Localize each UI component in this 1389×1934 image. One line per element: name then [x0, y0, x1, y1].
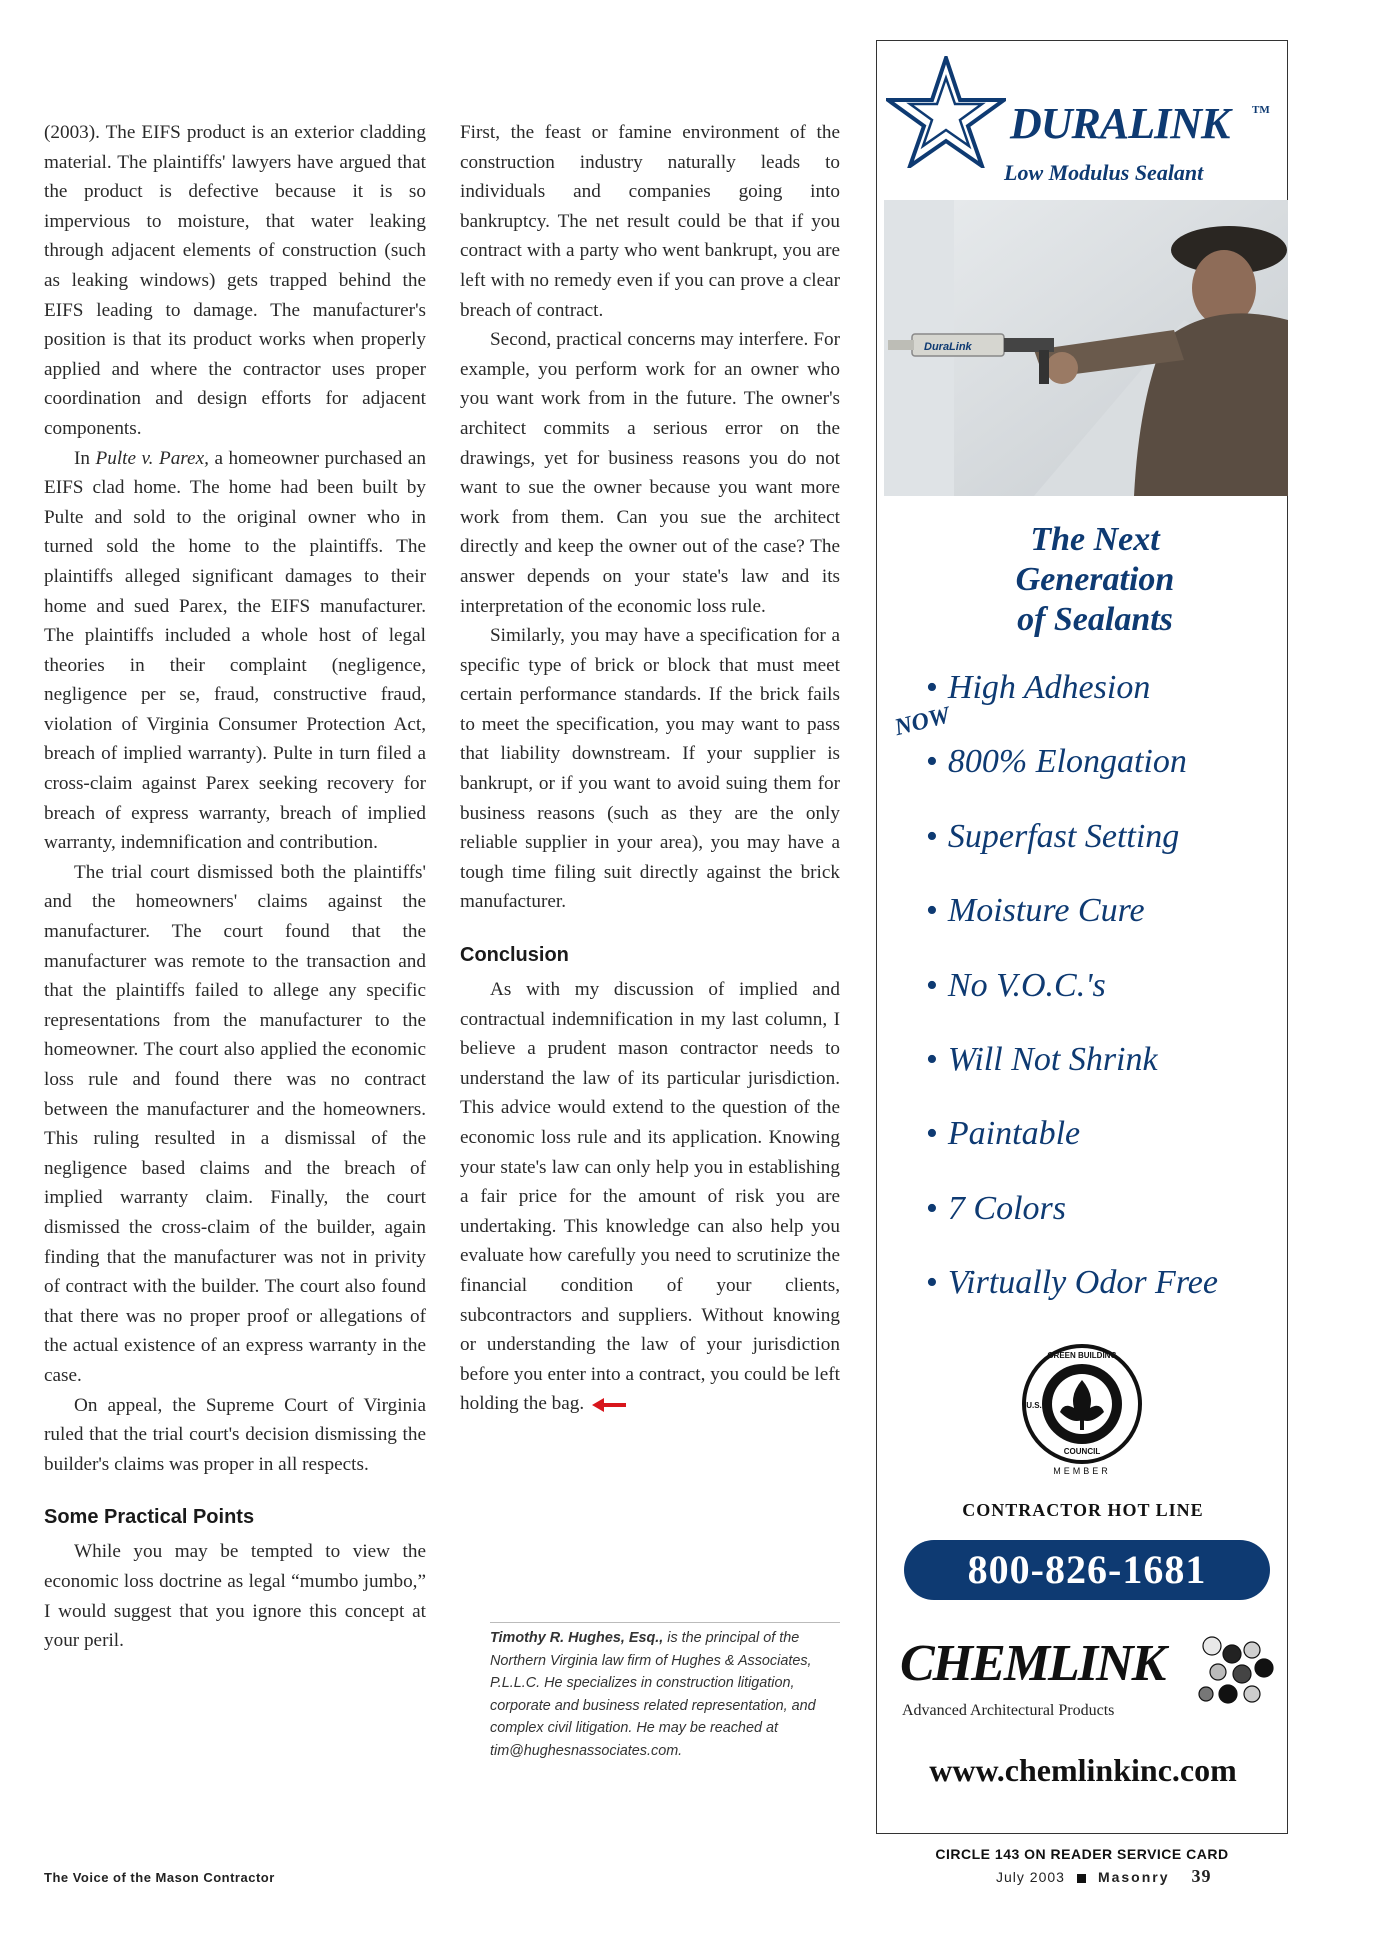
feature-item: • No V.O.C.'s [926, 966, 1106, 1004]
reader-service-note: CIRCLE 143 ON READER SERVICE CARD [935, 1846, 1229, 1862]
section-heading: Some Practical Points [44, 1506, 255, 1529]
article-column-1 [44, 118, 426, 1656]
hotline-phone: 800-826-1681 [904, 1540, 1270, 1600]
feature-item: • 7 Colors [926, 1189, 1066, 1227]
company-logo: CHEMLINK [900, 1635, 1165, 1692]
paragraph: (2003). The EIFS product is an exterior cladding material. The plaintiffs' lawyers have argued that the product is defective because it is so impervious to moisture, that water leaking through adjacent elements of construction (such as leaking windows) gets trapped behind the EIFS leading to damage. The manufacturer's position is that its product works when properly applied and where the contractor uses proper coordination and design efforts for adjacent components. [44, 122, 426, 439]
feature-item: • High Adhesion [926, 669, 1151, 706]
product-photo [884, 200, 1288, 496]
company-subtitle: Advanced Architectural Products [902, 1702, 1115, 1719]
ad-headline-line: The Next [1030, 521, 1160, 558]
feature-item: • 800% Elongation [926, 743, 1187, 781]
footer-folio [996, 1866, 1212, 1887]
paragraph [460, 975, 840, 1419]
svg-text:MEMBER: MEMBER [1053, 1466, 1111, 1476]
paragraph: On appeal, the Supreme Court of Virginia ruled that the trial court's decision dismissing the builder's claims was proper in all respects. [44, 1394, 426, 1475]
end-arrow-icon [592, 1398, 626, 1412]
article-column-2 [460, 118, 840, 1419]
paragraph-body: As with my discussion of implied and contractual indemnification in my last column, I believe a prudent mason contractor needs to understand the law of its particular jurisdiction. This advice would extend to the question of the economic loss rule and its application. Knowing your state's law can only help you in establishing a fair price for the amount of risk you are undertaking. This knowledge can also help you evaluate how carefully you need to scrutinize the financial condition of your clients, subcontractors and suppliers. Without knowing or understanding the law of your jurisdiction before you enter into a contract, you could be left holding the bag. [460, 979, 840, 1415]
ad-tagline: Low Modulus Sealant [1004, 160, 1204, 185]
case-name: Pulte v. Parex, [95, 447, 209, 469]
website-link[interactable]: www.chemlinkinc.com [929, 1752, 1237, 1788]
paragraph: Similarly, you may have a specification for a specific type of brick or block that must meet certain performance standards. If the brick fails to meet the specification, you may want to pass that liability downstream. If your supplier is bankrupt, or if you want to avoid suing them for business reasons (such as they are the only reliable supplier in your area), you may have a tough time filing suit directly against the brick manufacturer. [460, 625, 840, 913]
section-heading: Conclusion [460, 944, 569, 967]
author-bio-text: is the principal of the Northern Virginia law firm of Hughes & Associates, P.L.L.C. He specializes in construction litigation, corporate and business related representation, and complex civil litigation. He may be reached at tim@hughesnassociates.com. [490, 1630, 816, 1759]
now-badge: NOW [892, 702, 953, 742]
svg-text:GREEN BUILDING: GREEN BUILDING [1047, 1351, 1117, 1360]
green-building-council-seal-icon [1020, 1342, 1156, 1478]
paragraph: First, the feast or famine environment of the construction industry naturally leads to individuals and companies going into bankruptcy. The net result could be that if you contract with a party who went bankrupt, you are left with no remedy even if you can prove a clear breach of contract. [460, 122, 840, 321]
trademark: TM [1252, 104, 1270, 116]
footer-tagline: The Voice of the Mason Contractor [44, 1870, 275, 1885]
paragraph: While you may be tempted to view the economic loss doctrine as legal “mumbo jumbo,” I would suggest that you ignore this concept at your peril. [44, 1541, 426, 1652]
separator-square [1077, 1874, 1086, 1883]
ad-headline [920, 520, 1270, 640]
feature-item: • Superfast Setting [926, 817, 1180, 855]
molecule-icon [1194, 1632, 1278, 1712]
page-number: 39 [1191, 1866, 1212, 1886]
star-logo-icon [886, 56, 1006, 168]
feature-item: • Will Not Shrink [926, 1040, 1158, 1078]
paragraph: Second, practical concerns may interfere. For example, you perform work for an owner who you want work from in the future. The owner's architect commits a serious error on the drawings, yet for business reasons you do not want to sue the owner because you want more work from them. Can you sue the architect directly and keep the owner out of the case? The answer depends on your state's law and its interpretation of the economic loss rule. [460, 329, 840, 617]
svg-text:U.S.: U.S. [1026, 1401, 1042, 1410]
hotline-label: CONTRACTOR HOT LINE [962, 1500, 1204, 1520]
ad-brand: DURALINK [1010, 99, 1230, 148]
gun-label: DuraLink [924, 341, 972, 353]
footer-magazine: Masonry [1097, 1869, 1170, 1885]
ad-headline-line: of Sealants [1017, 601, 1173, 638]
feature-list [926, 664, 1218, 1334]
feature-item: • Moisture Cure [926, 892, 1145, 930]
author-bio [490, 1622, 840, 1763]
feature-item: • Paintable [926, 1115, 1081, 1153]
ad-headline-line: Generation [1015, 561, 1175, 598]
feature-item: • Virtually Odor Free [926, 1264, 1218, 1302]
paragraph [44, 444, 426, 858]
paragraph-lead: In [74, 447, 90, 469]
footer-date: July 2003 [996, 1869, 1065, 1885]
paragraph: The trial court dismissed both the plaintiffs' and the homeowners' claims against the manufacturer. The court found that the manufacturer was remote to the transaction and that the plaintiffs failed to allege any specific representations from the manufacturer to the homeowner. The court also applied the economic loss rule and found there was no contract between the manufacturer and the homeowners. This ruling resulted in a dismissal of the negligence based claims and the breach of implied warranty claim. Finally, the court dismissed the cross-claim of the builder, again finding that the manufacturer was not in privity of contract with the builder. The court also found that there was no proper proof or allegations of the actual existence of an express warranty in the case. [44, 861, 426, 1386]
author-name: Timothy R. Hughes, Esq., [490, 1630, 664, 1646]
svg-text:COUNCIL: COUNCIL [1063, 1447, 1101, 1456]
paragraph-body: a homeowner purchased an EIFS clad home. The home had been built by Pulte and sold to the original owner who in turned sold the home to the plaintiffs. The plaintiffs alleged significant damages to their home and sued Parex, the EIFS manufacturer. The plaintiffs included a whole host of legal theories in their complaint (negligence, negligence per se, fraud, constructive fraud, violation of Virginia Consumer Protection Act, breach of implied warranty). Pulte in turn filed a cross-claim against Parex seeking recovery for breach of express warranty, breach of implied warranty, indemnification and contribution. [44, 447, 427, 854]
